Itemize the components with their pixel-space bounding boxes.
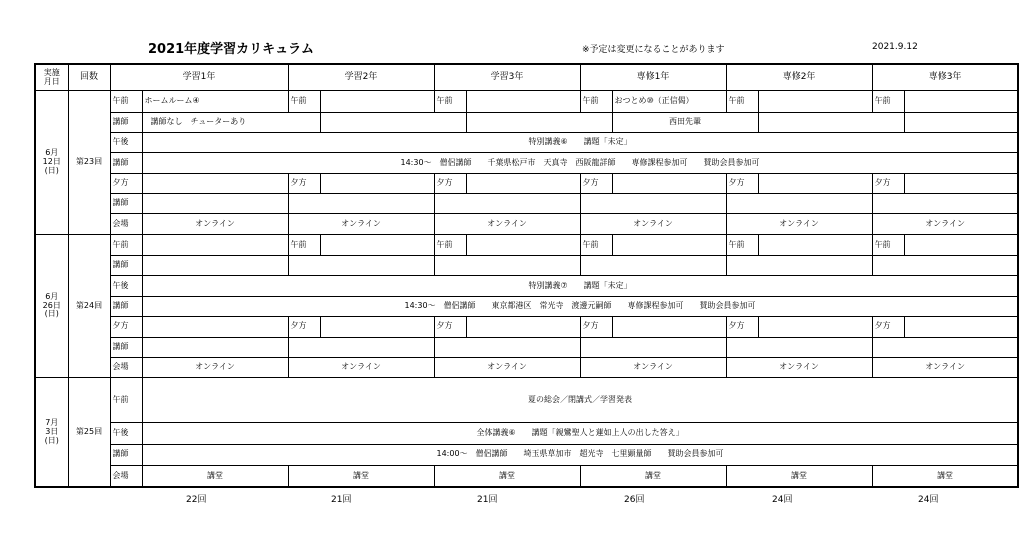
row-label: 講師 bbox=[110, 256, 142, 276]
venue-cell: オンライン bbox=[872, 357, 1018, 377]
row-label: 講師 bbox=[110, 194, 142, 214]
table-row bbox=[35, 234, 1018, 255]
table-row bbox=[35, 173, 1018, 193]
row-label: 講師 bbox=[110, 444, 142, 465]
venue-cell: オンライン bbox=[142, 357, 288, 377]
row-label: 夕方 bbox=[434, 317, 466, 337]
year-header-gakushu3: 学習3年 bbox=[434, 64, 580, 91]
table-row bbox=[35, 91, 1018, 112]
row-label: 夕方 bbox=[110, 317, 142, 337]
year-header-senshu2: 専修2年 bbox=[726, 64, 872, 91]
total-gakushu3: 21回 bbox=[477, 495, 498, 505]
table-row bbox=[35, 214, 1018, 234]
row-label: 夕方 bbox=[434, 173, 466, 193]
table-row bbox=[35, 357, 1018, 377]
am-cell: おつとめ⑩（正信偈） bbox=[612, 91, 726, 112]
row-label: 午前 bbox=[580, 91, 612, 112]
total-senshu2: 24回 bbox=[772, 495, 793, 505]
total-senshu3: 24回 bbox=[918, 495, 939, 505]
session-number: 第24回 bbox=[68, 234, 110, 377]
row-label: 午前 bbox=[110, 91, 142, 112]
venue-cell: 講堂 bbox=[726, 465, 872, 487]
venue-cell: オンライン bbox=[142, 214, 288, 234]
session-date: 6月 12日 (日) bbox=[35, 91, 68, 234]
table-row bbox=[35, 194, 1018, 214]
pm-lecture-title: 全体講義⑥ 講題「親鸞聖人と蓮如上人の出した答え」 bbox=[142, 423, 1018, 444]
document-date: 2021.9.12 bbox=[872, 42, 918, 52]
year-header-senshu3: 専修3年 bbox=[872, 64, 1018, 91]
year-header-senshu1: 専修1年 bbox=[580, 64, 726, 91]
pm-lecturer: 14:00～ 僧侶講師 埼玉県草加市 超光寺 七里顕量師 賛助会員参加可 bbox=[142, 444, 1018, 465]
year-header-gakushu2: 学習2年 bbox=[288, 64, 434, 91]
curriculum-table bbox=[34, 63, 1019, 488]
row-label: 午前 bbox=[288, 234, 320, 255]
session-number: 第23回 bbox=[68, 91, 110, 234]
table-row bbox=[35, 423, 1018, 444]
header-row bbox=[35, 64, 1018, 91]
table-row bbox=[35, 133, 1018, 153]
row-label: 午後 bbox=[110, 133, 142, 153]
row-label: 午後 bbox=[110, 423, 142, 444]
table-row bbox=[35, 276, 1018, 296]
venue-cell: 講堂 bbox=[288, 465, 434, 487]
kaisu-header: 回数 bbox=[68, 64, 110, 91]
row-label: 午前 bbox=[872, 91, 904, 112]
venue-cell: 講堂 bbox=[580, 465, 726, 487]
venue-cell: 講堂 bbox=[434, 465, 580, 487]
venue-cell: オンライン bbox=[726, 214, 872, 234]
date-header: 実施 月日 bbox=[35, 64, 68, 91]
row-label: 午前 bbox=[580, 234, 612, 255]
table-row bbox=[35, 378, 1018, 423]
row-label: 午前 bbox=[726, 91, 758, 112]
row-label: 夕方 bbox=[580, 317, 612, 337]
row-label: 午前 bbox=[726, 234, 758, 255]
session-date: 6月 26日 (日) bbox=[35, 234, 68, 377]
table-row bbox=[35, 112, 1018, 132]
row-label: 午前 bbox=[434, 91, 466, 112]
page-title: 2021年度学習カリキュラム bbox=[148, 42, 315, 57]
venue-cell: オンライン bbox=[288, 357, 434, 377]
row-label: 午前 bbox=[872, 234, 904, 255]
pm-lecture-title: 特別講義⑥ 講題「未定」 bbox=[142, 133, 1018, 153]
table-row bbox=[35, 153, 1018, 173]
venue-cell: オンライン bbox=[726, 357, 872, 377]
row-label: 講師 bbox=[110, 296, 142, 316]
row-label: 夕方 bbox=[726, 317, 758, 337]
row-label: 会場 bbox=[110, 465, 142, 487]
pm-lecturer: 14:30～ 僧侶講師 千葉県松戸市 天真寺 西阪龍詳師 専修課程参加可 賛助会員参加可 bbox=[142, 153, 1018, 173]
venue-cell: 講堂 bbox=[142, 465, 288, 487]
row-label: 講師 bbox=[110, 112, 142, 132]
row-label: 夕方 bbox=[580, 173, 612, 193]
row-label: 午前 bbox=[288, 91, 320, 112]
row-label: 講師 bbox=[110, 337, 142, 357]
am-cell: ホームルーム④ bbox=[142, 91, 288, 112]
table-row bbox=[35, 256, 1018, 276]
table-row bbox=[35, 337, 1018, 357]
session-number: 第25回 bbox=[68, 378, 110, 487]
change-notice: ※予定は変更になることがあります bbox=[582, 45, 725, 55]
row-label: 夕方 bbox=[872, 317, 904, 337]
session-date: 7月 3日 (日) bbox=[35, 378, 68, 487]
venue-cell: オンライン bbox=[434, 214, 580, 234]
table-row bbox=[35, 465, 1018, 487]
total-gakushu1: 22回 bbox=[186, 495, 207, 505]
lecturer-cell: 講師なし チューターあり bbox=[142, 112, 320, 132]
row-label: 会場 bbox=[110, 214, 142, 234]
table-row bbox=[35, 317, 1018, 337]
pm-lecturer: 14:30～ 僧侶講師 東京都港区 常光寺 渡邊元嗣師 専修課程参加可 賛助会員参加可 bbox=[142, 296, 1018, 316]
total-senshu1: 26回 bbox=[624, 495, 645, 505]
row-label: 夕方 bbox=[726, 173, 758, 193]
row-label: 午前 bbox=[434, 234, 466, 255]
row-label: 夕方 bbox=[288, 173, 320, 193]
total-gakushu2: 21回 bbox=[331, 495, 352, 505]
row-label: 午前 bbox=[110, 234, 142, 255]
venue-cell: オンライン bbox=[288, 214, 434, 234]
year-header-gakushu1: 学習1年 bbox=[110, 64, 288, 91]
venue-cell: オンライン bbox=[580, 214, 726, 234]
venue-cell: オンライン bbox=[580, 357, 726, 377]
row-label: 会場 bbox=[110, 357, 142, 377]
venue-cell: オンライン bbox=[872, 214, 1018, 234]
table-row bbox=[35, 444, 1018, 465]
am-event-title: 夏の総会／閉講式／学習発表 bbox=[142, 378, 1018, 423]
venue-cell: 講堂 bbox=[872, 465, 1018, 487]
row-label: 講師 bbox=[110, 153, 142, 173]
table-row bbox=[35, 296, 1018, 316]
row-label: 午前 bbox=[110, 378, 142, 423]
pm-lecture-title: 特別講義⑦ 講題「未定」 bbox=[142, 276, 1018, 296]
row-label: 夕方 bbox=[110, 173, 142, 193]
row-label: 午後 bbox=[110, 276, 142, 296]
row-label: 夕方 bbox=[872, 173, 904, 193]
row-label: 夕方 bbox=[288, 317, 320, 337]
venue-cell: オンライン bbox=[434, 357, 580, 377]
lecturer-cell: 西田先輩 bbox=[612, 112, 758, 132]
